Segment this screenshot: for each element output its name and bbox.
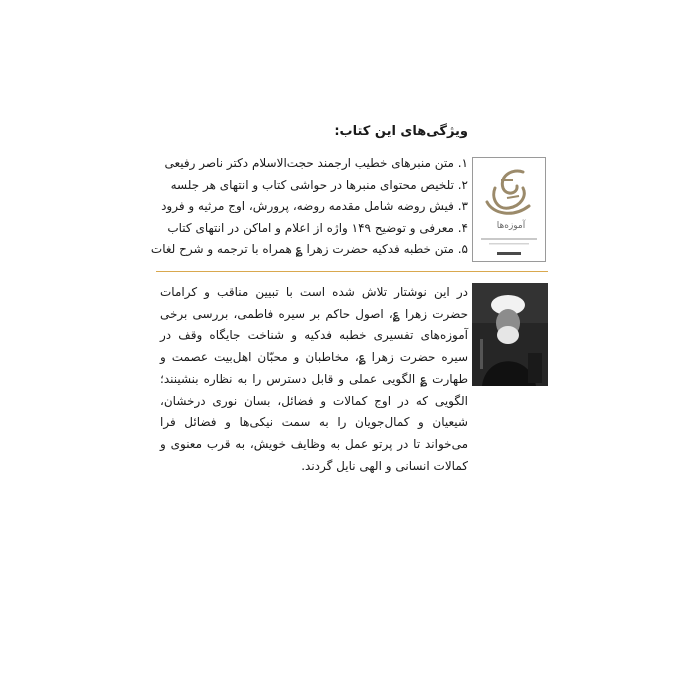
feature-item: ۳. فیش روضه شامل مقدمه روضه، پرورش، اوج مرثیه و فرود [161,199,468,213]
feature-item: ۵. متن خطبه فدکیه حضرت زهرا ؏ همراه با ترجمه و شرح لغات [150,242,468,256]
feature-item: ۲. تلخیص محتوای منبرها در حواشی کتاب و انتهای هر جلسه [170,177,468,192]
author-photo [472,283,548,386]
section-divider [156,271,548,272]
features-list [138,153,468,261]
feature-item: ۴. معرفی و توضیح ۱۴۹ واژه از اعلام و اماکن در انتهای کتاب [167,220,468,235]
book-cover-image [472,157,546,262]
cover-subtitle: آموزه‌ها [496,221,526,231]
section-heading: ویژگی‌های این کتاب: [334,124,468,139]
feature-item: ۱. متن منبرهای خطیب ارجمند حجت‌الاسلام دکتر ناصر رفیعی [164,156,468,170]
description-paragraph: در این نوشتار تلاش شده است با تبیین مناقب و کرامات حضرت زهرا ؏، اصول حاکم بر سیره فاطمی، بررسی برخی آموزه‌های تفسیری خطبه فدکیه و شناخت جایگاه وقف در سیره حضرت زهرا ؏، مخاطبان و محبّان اهل‌بیت عصمت و طهارت ؏ الگویی عملی و قابل دسترس را به نظاره بنشینند؛ الگویی که در اوج کمالات و فضائل، بسان نوری درخشان، شیعیان و کمال‌جویان را به سمت نیکی‌ها و فضائل فرا می‌خواند تا در پرتو عمل به وظایف خویش، به قرب معنوی و کمالات انسانی و الهی نایل گردند. [160,285,468,473]
